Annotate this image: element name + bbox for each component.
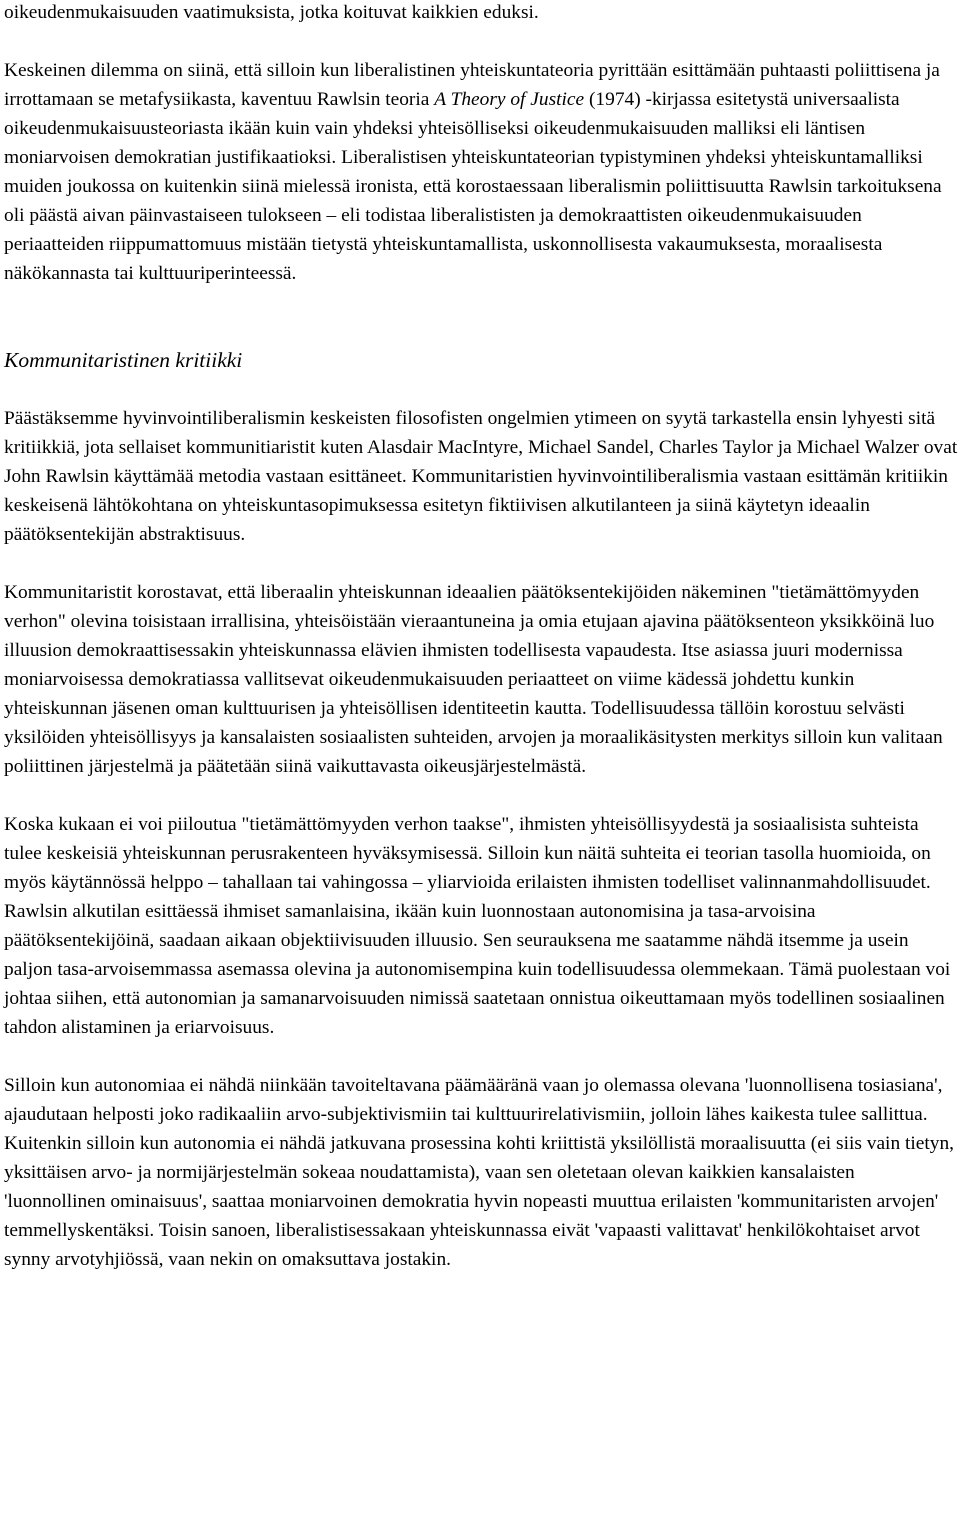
paragraph-5: Silloin kun autonomiaa ei nähdä niinkään tavoiteltavana päämääränä vaan jo olemassa olevana 'luonnollisena tosiasiana', ajaudutaan helposti joko radikaaliin arvo-subjektivismiin tai kulttuurirelativismiin, jolloin lähes kaikesta tulee sallittua. Kuitenkin silloin kun autonomia ei nähdä jatkuvana prosessina kohti kriittistä yksilöllistä moraalisuutta (ei siis vain tietyn, yksittäisen arvo- ja normijärjestelmän sokeaa noudattamista), vaan sen oletetaan olevan kaikkien kansalaisten 'luonnollinen ominaisuus', saattaa moniarvoinen demokratia hyvin nopeasti muuttua erilaisten 'kommunitaristen arvojen' temmellyskentäksi. Toisin sanoen, liberalistisessakaan yhteiskunnassa eivät 'vapaasti valittavat' henkilökohtaiset arvot synny arvotyhjiössä, vaan nekin on omaksuttava jostakin. (4, 1075, 954, 1270)
paragraph-1-text-after-title: (1974) -kirjassa esitetystä universaalista oikeudenmukaisuusteoriasta ikään kuin vain yhdeksi yhteisölliseksi oikeudenmukaisuuden malliksi eli läntisen moniarvoisen demokratian justifikaatioksi. Liberalistisen yhteiskuntateorian typistyminen yhdeksi yhteiskuntamalliksi muiden joukossa on kuitenkin siinä mielessä ironista, että korostaessaan liberalismin poliittisuutta Rawlsin tarkoituksena oli päästä aivan päinvastaiseen tulokseen – eli todistaa liberalististen ja demokraattisten oikeudenmukaisuuden periaatteiden riippumattomuus mistään tietystä yhteiskuntamallista, uskonnollisesta vakaumuksesta, moraalisesta näkökannasta tai kulttuuriperinteessä. (4, 89, 942, 284)
paragraph-3: Kommunitaristit korostavat, että liberaalin yhteiskunnan ideaalien päätöksentekijöiden näkeminen "tietämättömyyden verhon" olevina toisistaan irrallisina, yhteisöistään vieraantuneina ja omia etujaan ajavina päätöksenteon yksikköinä luo illuusion demokraattisessakin yhteiskunnassa elävien ihmisten todellisesta vapaudesta. Itse asiassa juuri modernissa moniarvoisessa demokratiassa vallitsevat oikeudenmukaisuuden periaatteet on viime kädessä johdettu kunkin yhteiskunnan jäsenen oman kulttuurisen ja yhteisöllisen identiteetin kautta. Todellisuudessa tällöin korostuu selvästi yksilöiden yhteisöllisyys ja kansalaisten sosiaalisten suhteiden, arvojen ja moraalikäsitysten merkitys silloin kun valitaan poliittinen järjestelmä ja päätetään siinä vaikuttavasta oikeusjärjestelmästä. (4, 582, 943, 777)
section-heading: Kommunitaristinen kritiikki (4, 348, 243, 372)
book-title: A Theory of Justice (434, 89, 585, 110)
document-page (4, 0, 960, 1303)
paragraph-0: oikeudenmukaisuuden vaatimuksista, jotka koituvat kaikkien eduksi. (4, 2, 539, 23)
paragraph-1-text-before-title: Keskeinen dilemma on siinä, että silloin kun liberalistinen yhteiskuntateoria pyrittään esittämään puhtaasti poliittisena ja irrottamaan se metafysiikasta, kaventuu Rawlsin teoria (4, 60, 940, 110)
paragraph-2: Päästäksemme hyvinvointiliberalismin keskeisten filosofisten ongelmien ytimeen on syytä tarkastella ensin lyhyesti sitä kritiikkiä, jota sellaiset kommunitiaristit kuten Alasdair MacIntyre, Michael Sandel, Charles Taylor ja Michael Walzer ovat John Rawlsin käyttämää metodia vastaan esittäneet. Kommunitaristien hyvinvointiliberalismia vastaan esittämän kritiikin keskeisenä lähtökohtana on yhteiskuntasopimuksessa esitetyn fiktiivisen alkutilanteen ja siinä käytetyn ideaalin päätöksentekijän abstraktisuus. (4, 408, 958, 545)
paragraph-4: Koska kukaan ei voi piiloutua "tietämättömyyden verhon taakse", ihmisten yhteisöllisyydestä ja sosiaalisista suhteista tulee keskeisiä yhteiskunnan perusrakenteen hyväksymisessä. Silloin kun näitä suhteita ei teorian tasolla huomioida, on myös käytännössä helppo – tahallaan tai vahingossa – yliarvioida erilaisten ihmisten todelliset valinnanmahdollisuudet. Rawlsin alkutilan esittäessä ihmiset samanlaisina, ikään kuin luonnostaan autonomisina ja tasa-arvoisina päätöksentekijöinä, saadaan aikaan objektiivisuuden illuusio. Sen seurauksena me saatamme nähdä itsemme ja usein paljon tasa-arvoisemmassa asemassa olevina ja autonomisempina kuin todellisuudessa olemmekaan. Tämä puolestaan voi johtaa siihen, että autonomian ja samanarvoisuuden nimissä saatetaan onnistua oikeuttamaan myös todellinen sosiaalinen tahdon alistaminen ja eriarvoisuus. (4, 814, 951, 1038)
paragraph-1 (4, 56, 960, 288)
